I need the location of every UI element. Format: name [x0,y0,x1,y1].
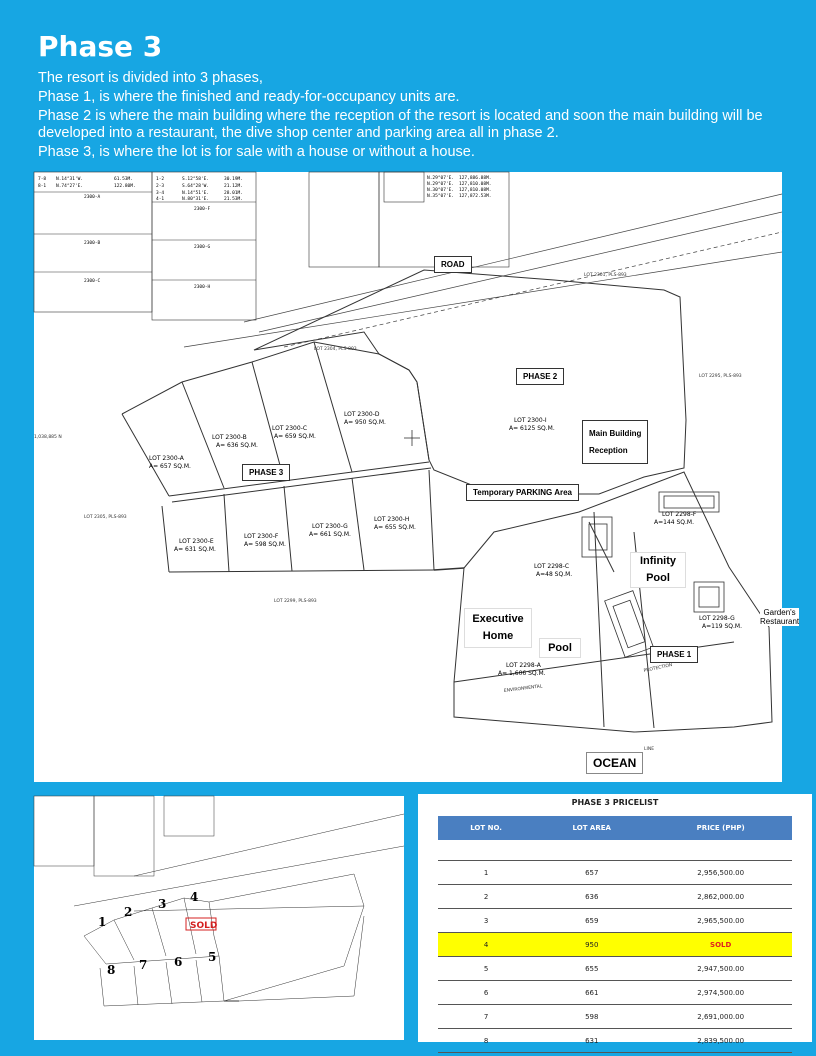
lot-2300i-name: LOT 2300-I [514,417,547,424]
mini-lot-5: 5 [208,950,217,964]
pricelist-table [438,816,792,1053]
lot-2298c-name: LOT 2298-C [534,563,570,570]
site-development-map [34,172,800,782]
survey-dist-3: 30.19M. [224,177,243,182]
lot-cell: 5 [438,957,534,981]
survey-row-6: 4-1 [156,197,165,202]
price-cell: 2,947,500.00 [649,957,792,981]
coord-label: 1,038,885 N [34,435,62,440]
boundary-top: LOT 2301, PLS-893 [584,273,627,278]
price-cell: 2,965,500.00 [649,909,792,933]
table-row [438,861,792,885]
lot-2298c-area: A=48 SQ.M. [536,571,573,578]
sold-stamp [186,918,217,931]
lot-cell: 4 [438,933,534,957]
table-row-sold [438,933,792,957]
lot-number-map [34,796,404,1040]
protection-label: PROTECTION [643,663,673,674]
lot-2298g-area: A=119 SQ.M. [702,623,743,630]
lot-cell: 7 [438,1005,534,1029]
area-cell: 950 [534,933,649,957]
lot-cell: 1 [438,861,534,885]
price-cell: 2,974,500.00 [649,981,792,1005]
lot-2300h-area: A= 655 SQ.M. [374,524,416,531]
area-cell: 655 [534,957,649,981]
price-cell: 2,956,500.00 [649,861,792,885]
lot-2300c-name: LOT 2300-C [272,425,308,432]
price-cell: 2,691,000.00 [649,1005,792,1029]
section-2300h: 2300-H [194,285,211,290]
lot-2298f-area: A=144 SQ.M. [654,519,695,526]
pricelist-panel [418,794,812,1045]
table-row [438,1005,792,1029]
section-2300g: 2300-G [194,245,211,250]
table-row [438,885,792,909]
lot-2300i-area: A= 6125 SQ.M. [509,425,555,432]
section-2300c: 2300-C [84,279,101,284]
lot-2300f-area: A= 598 SQ.M. [244,541,286,548]
survey-dist-5: 28.01M. [224,191,243,196]
line-label: LINE [644,747,655,752]
lot-2298f-name: LOT 2298-F [662,511,697,518]
header-lot-no: LOT NO. [438,816,534,840]
survey-dist-6: 21.53M. [224,197,243,202]
home-text: Home [482,630,514,642]
mini-map-drawing [34,796,404,1040]
right-table-row-4: N.35°07'E. [427,194,455,199]
right-table-dist-2: 127,810.08M. [459,182,492,187]
area-cell: 598 [534,1005,649,1029]
mini-lot-2: 2 [124,905,133,919]
section-2300a: 2300-A [84,195,101,200]
price-cell: 2,839,500.00 [649,1029,792,1053]
lot-2300f-name: LOT 2300-F [244,533,279,540]
survey-dist-2: 122.80M. [114,184,136,189]
survey-bearing-3: S.12°58'E. [182,177,210,182]
lot-2298a-area: A= 1,606 SQ.M. [498,670,546,677]
table-row-blank [438,840,792,861]
restaurant-text: Restaurant [760,617,800,626]
main-building-text: Main Building [589,429,642,438]
phase1-label: PHASE 1 [650,646,698,663]
right-table-row-2: N.29°07'E. [427,182,455,187]
lot-2300d-area: A= 950 SQ.M. [344,419,386,426]
boundary-left: LOT 2305, PLS-893 [84,515,127,520]
reception-text: Reception [589,446,628,455]
phase3-label: PHASE 3 [242,464,290,481]
pool-label: Pool [539,638,581,658]
survey-bearing-6: N.80°31'E. [182,197,210,202]
executive-home-label [464,608,532,648]
infinity-pool-label [630,552,686,588]
right-table-row-1: N.29°07'E. [427,176,455,181]
intro-line-3: Phase 2 is where the main building where the reception of the resort is located and soon the main building will be developed into a restaurant, the dive shop center and parking area all in phase 2. [38,108,763,141]
site-map-drawing [34,172,782,782]
right-table-dist-4: 127,872.53M. [459,194,492,199]
lot-2300d-name: LOT 2300-D [344,411,380,418]
phase2-label: PHASE 2 [516,368,564,385]
mini-lot-3: 3 [158,897,167,911]
header-lot-area: LOT AREA [534,816,649,840]
mini-lot-1: 1 [98,915,107,929]
environmental-label: ENVIRONMENTAL [503,684,543,694]
table-row [438,957,792,981]
lot-2300a-area: A= 657 SQ.M. [149,463,191,470]
survey-dist-4: 21.12M. [224,184,243,189]
infinity-pool-text: Pool [646,572,670,584]
area-cell: 657 [534,861,649,885]
boundary-mid: LOT 2304, PLS-893 [314,347,357,352]
survey-row-3: 1-2 [156,177,165,182]
lot-cell: 3 [438,909,534,933]
gardens-restaurant-label [760,608,799,626]
main-building-label [582,420,648,464]
table-row [438,1029,792,1053]
intro-line-4: Phase 3, is where the lot is for sale with a house or without a house. [38,144,475,160]
area-cell: 636 [534,885,649,909]
pricelist-title: PHASE 3 PRICELIST [571,798,659,807]
survey-dist-1: 61.53M. [114,177,133,182]
survey-row-1: 7-8 [38,177,47,182]
lot-2300a-name: LOT 2300-A [149,455,184,462]
lot-2300e-area: A= 631 SQ.M. [174,546,216,553]
executive-text: Executive [472,613,524,625]
section-2300f: 2300-F [194,207,211,212]
page-title: Phase 3 [38,30,163,63]
boundary-bottom: LOT 2299, PLS-893 [274,599,317,604]
mini-lot-7: 7 [139,958,148,972]
right-table-dist-3: 127,810.08M. [459,188,492,193]
boundary-right: LOT 2295, PLS-893 [699,374,742,379]
lot-2300h-name: LOT 2300-H [374,516,410,523]
gardens-text: Garden's [763,608,796,617]
pricelist-header-row [438,816,792,840]
road-label: ROAD [434,256,472,273]
mini-lot-4: 4 [190,890,199,904]
sold-stamp-text: SOLD [190,921,218,931]
intro-text [38,70,798,163]
price-cell-sold: SOLD [649,933,792,957]
survey-row-2: 8-1 [38,184,47,189]
price-cell: 2,862,000.00 [649,885,792,909]
section-2300b: 2300-B [84,241,101,246]
intro-line-2: Phase 1, is where the finished and ready-for-occupancy units are. [38,89,460,105]
lot-2300g-area: A= 661 SQ.M. [309,531,351,538]
survey-bearing-1: N.14°31'W. [56,177,84,182]
table-row [438,909,792,933]
survey-row-5: 3-4 [156,191,165,196]
lot-2300c-area: A= 659 SQ.M. [274,433,316,440]
parking-label: Temporary PARKING Area [466,484,579,501]
survey-row-4: 2-3 [156,184,165,189]
table-row [438,981,792,1005]
lot-2300b-name: LOT 2300-B [212,434,247,441]
mini-lot-8: 8 [107,963,116,977]
lot-2300e-name: LOT 2300-E [179,538,214,545]
area-cell: 661 [534,981,649,1005]
lot-2298a-name: LOT 2298-A [506,662,541,669]
header-price: PRICE (PHP) [649,816,792,840]
survey-bearing-4: S.64°28'W. [182,184,210,189]
lot-2300b-area: A= 636 SQ.M. [216,442,258,449]
ocean-label: OCEAN [586,752,643,774]
area-cell: 631 [534,1029,649,1053]
right-table-dist-1: 127,886.88M. [459,176,492,181]
lot-2298g-name: LOT 2298-G [699,615,735,622]
lot-cell: 8 [438,1029,534,1053]
mini-lot-6: 6 [174,955,183,969]
area-cell: 659 [534,909,649,933]
infinity-text: Infinity [639,555,677,567]
lot-cell: 2 [438,885,534,909]
intro-line-1: The resort is divided into 3 phases, [38,70,263,86]
survey-bearing-5: N.14°51'E. [182,191,210,196]
lot-cell: 6 [438,981,534,1005]
survey-bearing-2: N.74°27'E. [56,184,84,189]
lot-2300g-name: LOT 2300-G [312,523,348,530]
right-table-row-3: N.30°07'E. [427,188,455,193]
